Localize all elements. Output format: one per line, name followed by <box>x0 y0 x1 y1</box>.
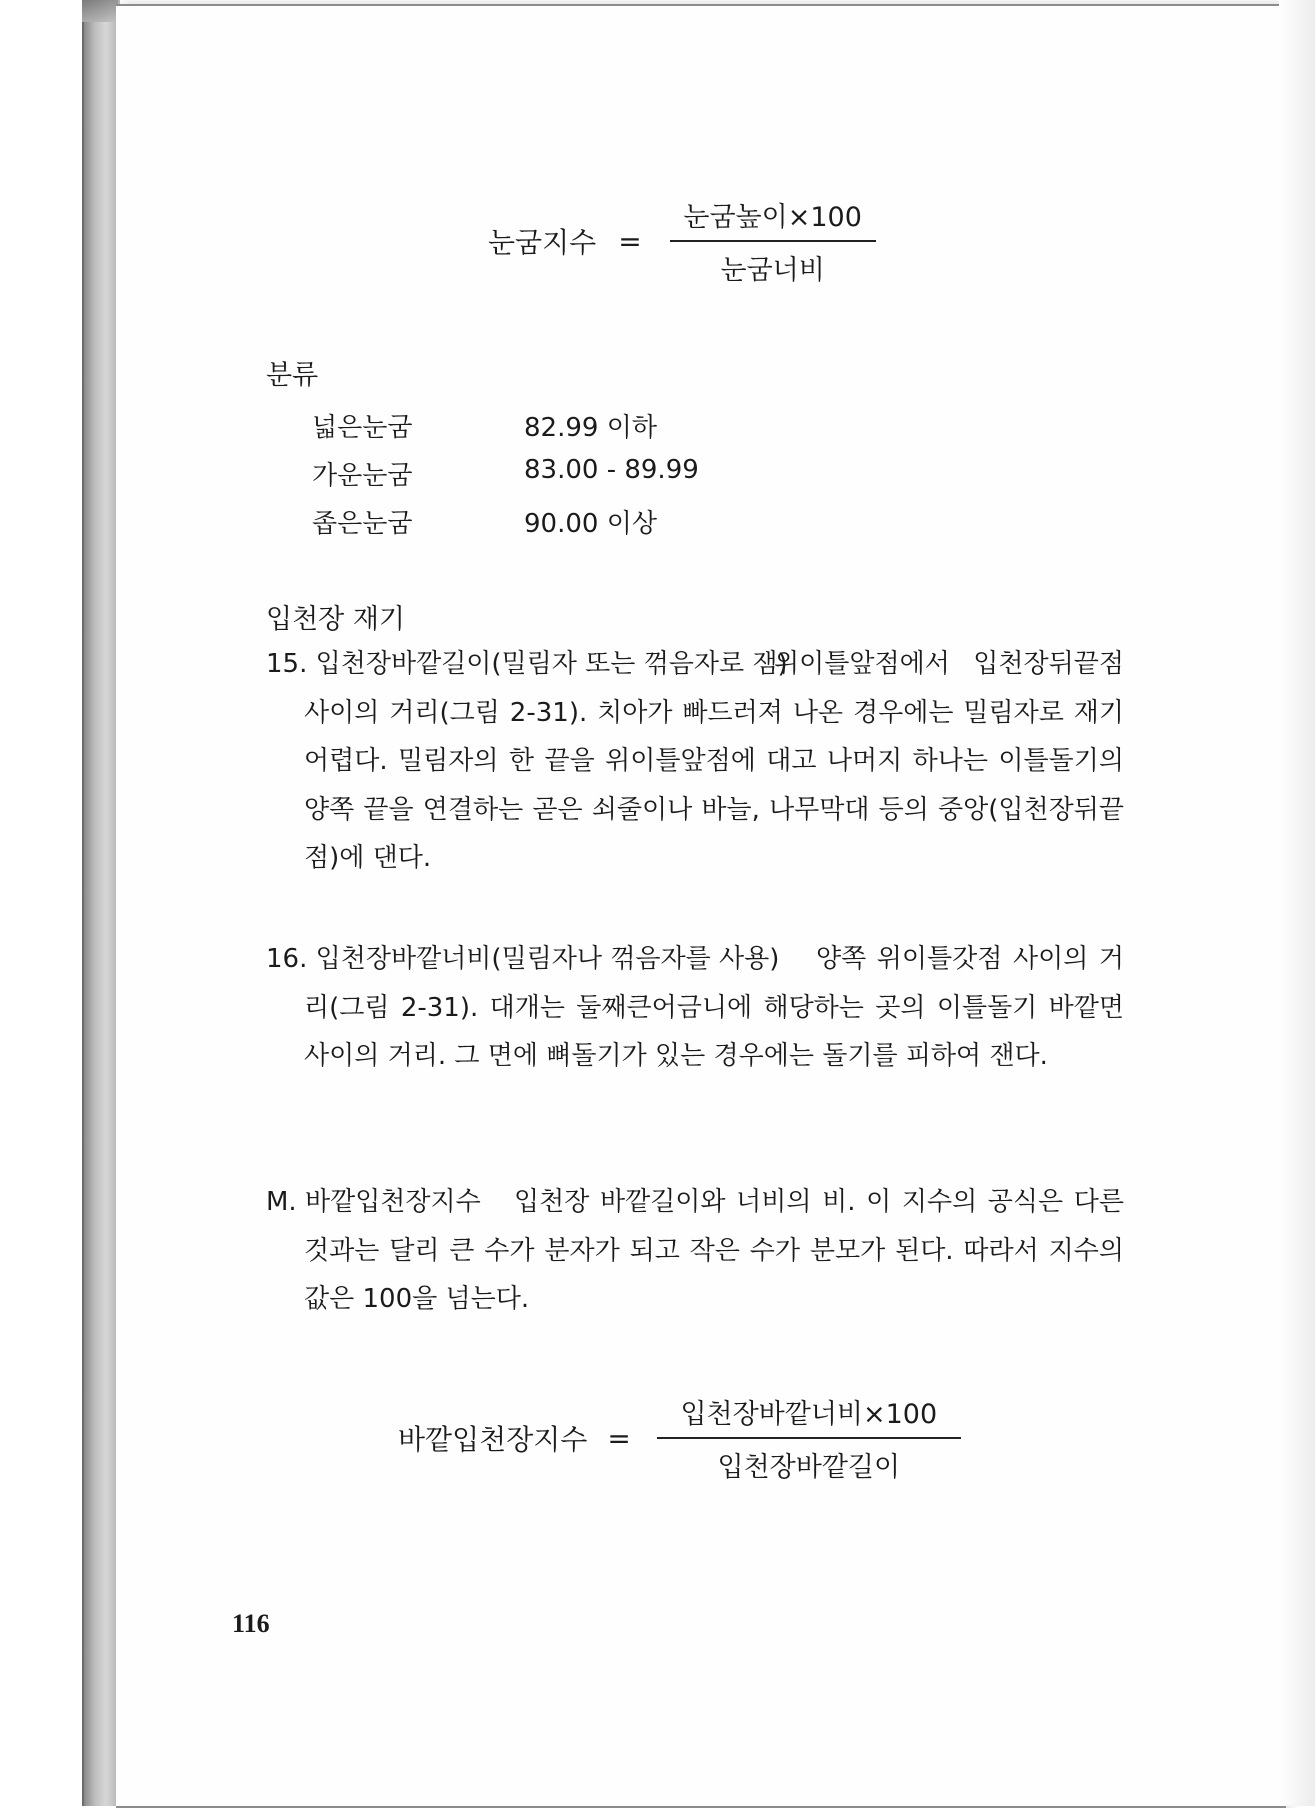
section-heading: 입천장 재기 <box>266 604 405 635</box>
item-15-label: 15. 입천장바깥길이(밀림자 또는 꺾음자로 잼) <box>266 649 788 679</box>
classification-row-name: 좁은눈굼 <box>312 509 413 539</box>
book-spine-edge <box>82 0 120 1806</box>
formula1-lhs: 눈굼지수 <box>488 226 597 259</box>
formula2-lhs: 바깥입천장지수 <box>398 1423 588 1456</box>
formula2-fraction <box>657 1392 961 1484</box>
item-m-text: 입천장 바깥길이와 너비의 비. 이 지수의 공식은 다른 것과는 달리 큰 수가 분자가 되고 작은 수가 분모가 된다. 따라서 지수의 값은 100을 넘는다. <box>304 1187 1124 1314</box>
page-right-shade <box>1279 0 1315 1806</box>
item-16-paragraph <box>266 935 1124 1081</box>
item-15-paragraph <box>266 640 1124 883</box>
item-16-label: 16. 입천장바깥너비(밀림자나 꺾음자를 사용) <box>266 944 780 974</box>
classification-row-range: 82.99 이하 <box>524 413 657 443</box>
formula1-numerator: 눈굼높이×100 <box>683 202 862 233</box>
classification-row-name: 넓은눈굼 <box>312 413 413 443</box>
formula2-denominator: 입천장바깥길이 <box>717 1452 901 1483</box>
classification-row-range: 90.00 이상 <box>524 509 657 539</box>
formula1-equals: = <box>618 224 642 258</box>
formula-eye-socket-index <box>488 195 876 287</box>
classification-row-range: 83.00 - 89.99 <box>524 455 699 485</box>
formula1-denominator: 눈굼너비 <box>720 255 825 286</box>
book-corner <box>82 0 118 22</box>
item-15-text: 위이틀앞점에서 입천장뒤끝점 사이의 거리(그림 2-31). 치아가 빠드러져 나온 경우에는 밀림자로 재기 어렵다. 밀림자의 한 끝을 위이틀앞점에 대고 나머지 하나는 이틀돌기의 양쪽 끝을 연결하는 곧은 쇠줄이나 바늘, 나무막대 등의 중앙(입천장뒤끝점)에 댄다. <box>304 649 1124 873</box>
item-m-paragraph <box>266 1178 1124 1324</box>
formula1-fraction <box>670 195 876 287</box>
item-m-label: M. 바깥입천장지수 <box>266 1187 481 1217</box>
classification-row-name: 가운눈굼 <box>312 461 413 491</box>
formula2-numerator: 입천장바깥너비×100 <box>680 1399 938 1430</box>
formula-outer-palatal-index <box>398 1392 961 1484</box>
item-16-text: 양쪽 위이틀갓점 사이의 거리(그림 2-31). 대개는 둘째큰어금니에 해당하는 곳의 이틀돌기 바깥면 사이의 거리. 그 면에 뼈돌기가 있는 경우에는 돌기를 피하여 잰다. <box>304 944 1124 1071</box>
formula2-equals: = <box>607 1421 631 1455</box>
page-number: 116 <box>232 1609 270 1638</box>
classification-heading: 분류 <box>266 360 319 391</box>
